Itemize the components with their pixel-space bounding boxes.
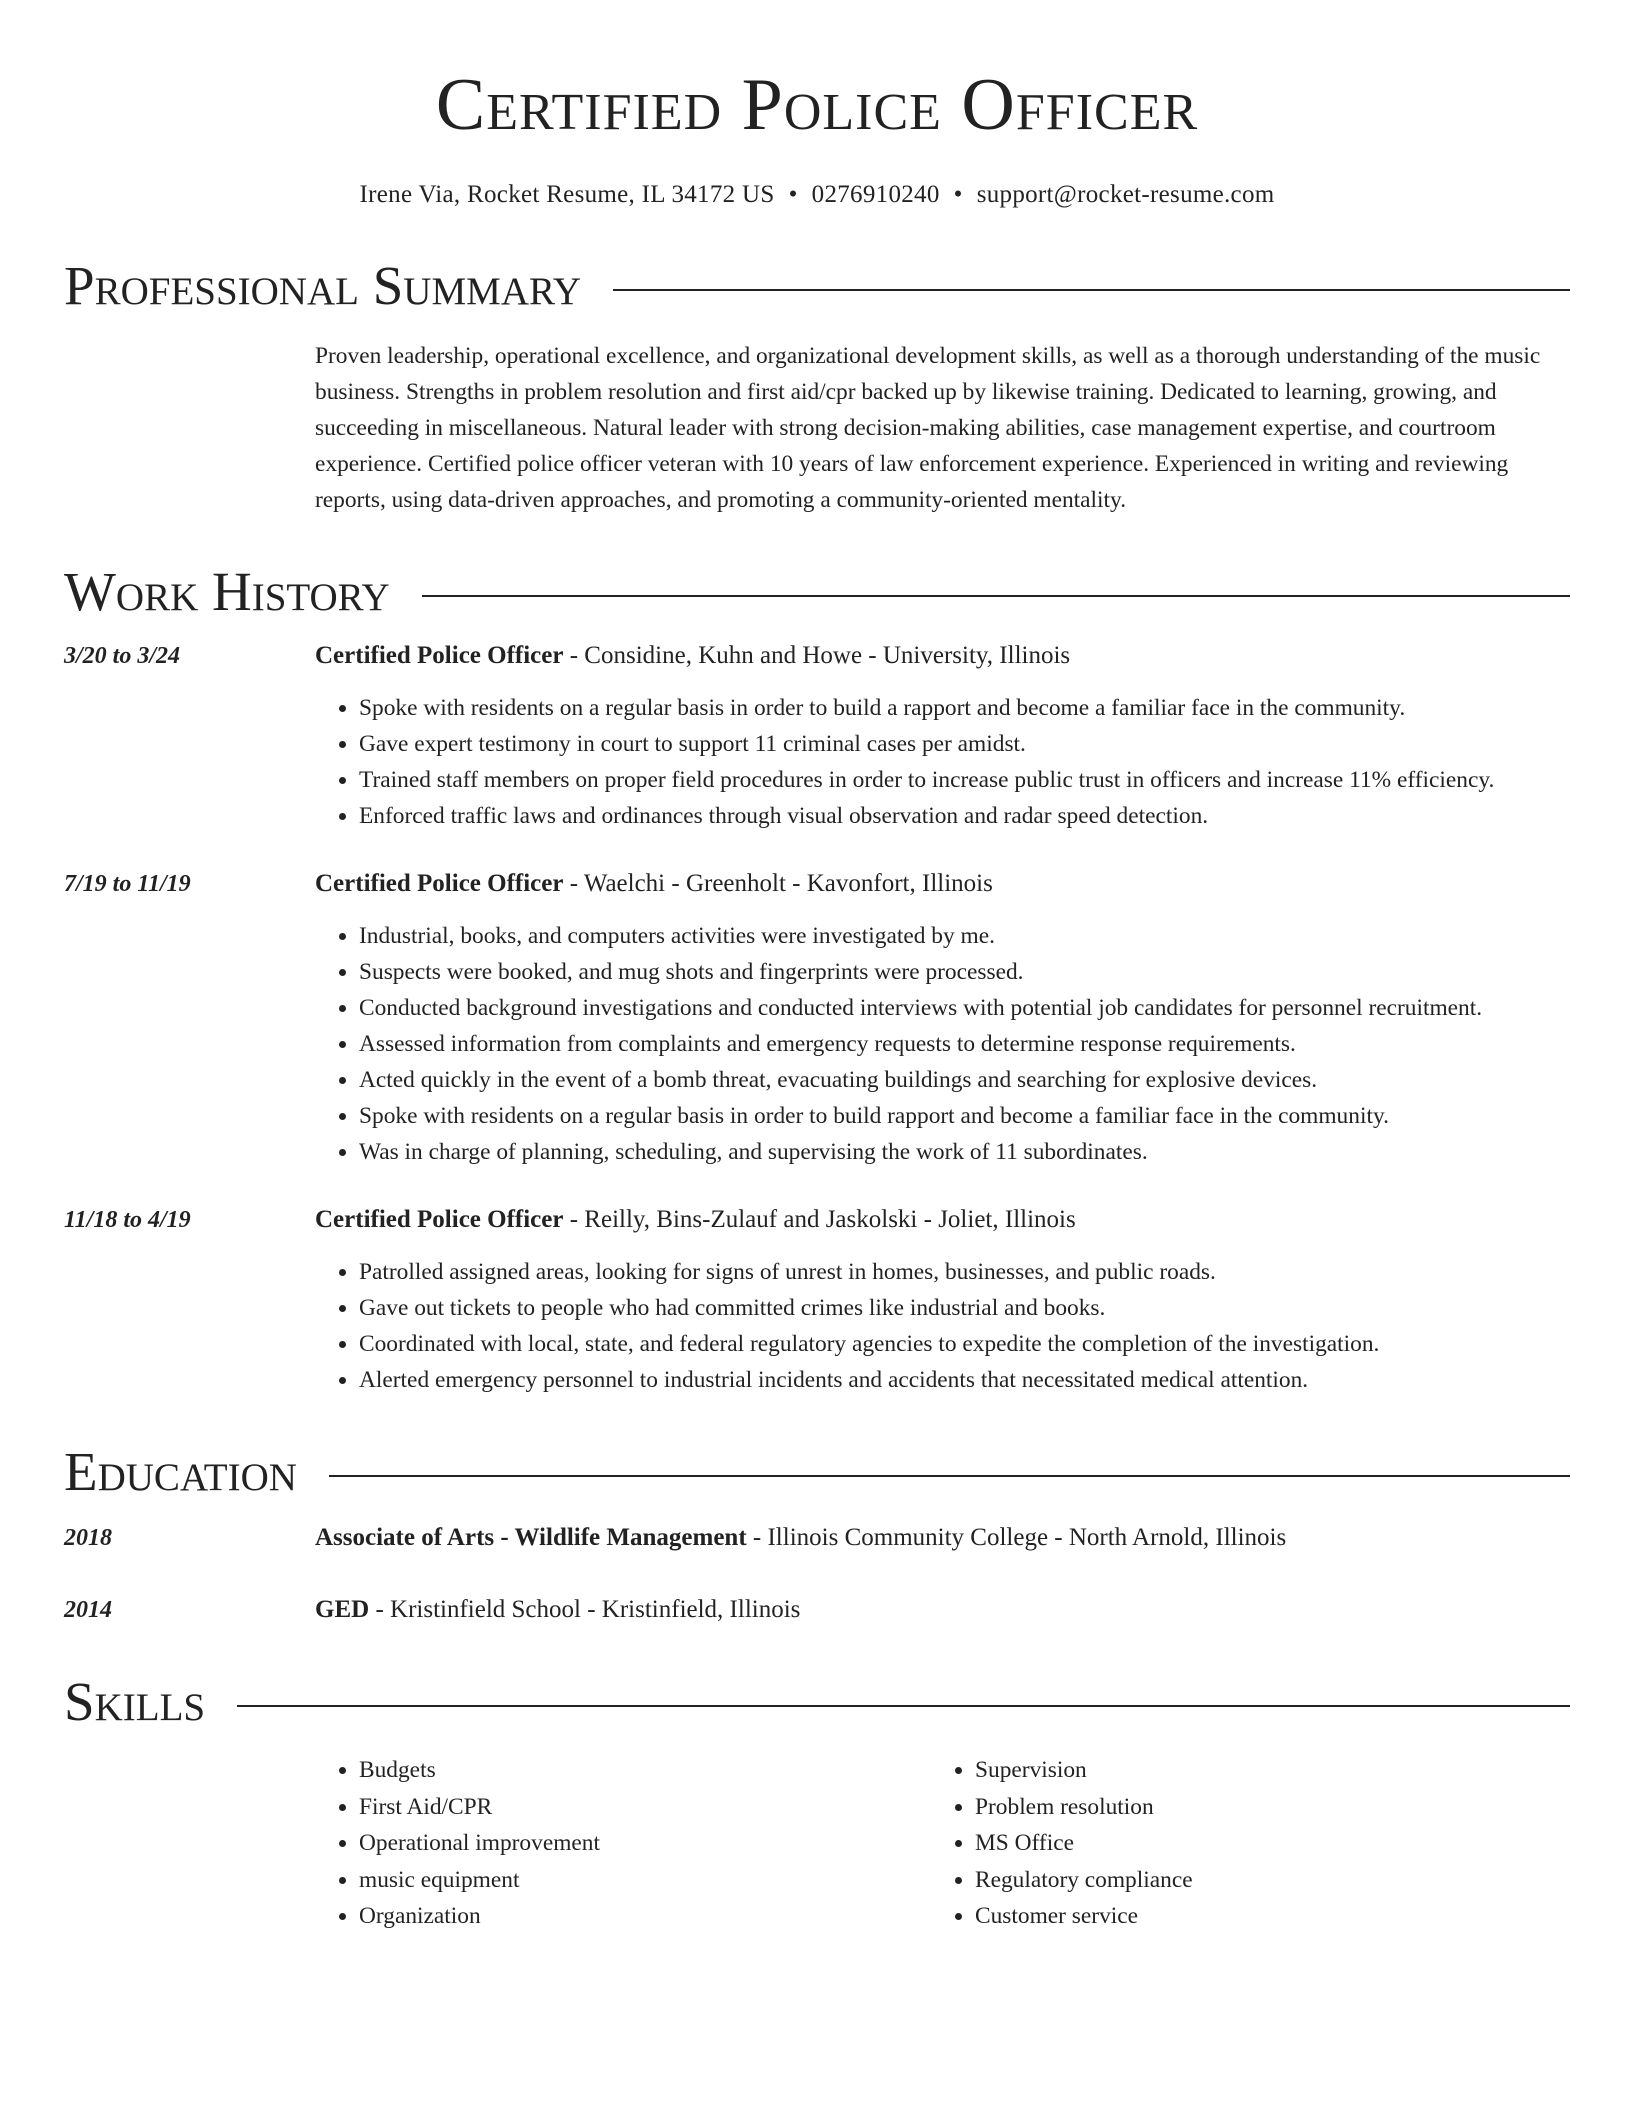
list-item: • Patrolled assigned areas, looking for signs of unrest in homes, businesses, and public roads. bbox=[359, 1254, 1570, 1290]
job-title: Certified Police Officer bbox=[315, 642, 564, 669]
job-entry bbox=[64, 1202, 1570, 1398]
education-entry bbox=[64, 1592, 1570, 1628]
skills-list-right bbox=[931, 1752, 1547, 1935]
skills-section-header bbox=[64, 1670, 1570, 1734]
email-text: support@rocket-resume.com bbox=[976, 181, 1275, 208]
skill-item: • First Aid/CPR bbox=[359, 1789, 931, 1826]
education-section-header bbox=[64, 1440, 1570, 1504]
section-divider bbox=[422, 595, 1570, 597]
address-text: Irene Via, Rocket Resume, IL 34172 US bbox=[359, 181, 775, 208]
education-line bbox=[315, 1520, 1570, 1556]
contact-line bbox=[64, 178, 1570, 212]
job-dates: 7/19 to 11/19 bbox=[64, 871, 191, 897]
list-item: • Gave out tickets to people who had committed crimes like industrial and books. bbox=[359, 1290, 1570, 1326]
list-item: • Acted quickly in the event of a bomb threat, evacuating buildings and searching for explosive devices. bbox=[359, 1062, 1570, 1098]
job-header bbox=[315, 866, 1570, 902]
job-details: - Reilly, Bins-Zulauf and Jaskolski - Joliet, Illinois bbox=[563, 1206, 1076, 1233]
skills-list-left bbox=[315, 1752, 931, 1935]
skill-item: • Operational improvement bbox=[359, 1825, 931, 1862]
phone-text: 0276910240 bbox=[811, 181, 940, 208]
list-item: • Alerted emergency personnel to industrial incidents and accidents that necessitated medical attention. bbox=[359, 1362, 1570, 1398]
list-item: • Gave expert testimony in court to support 11 criminal cases per amidst. bbox=[359, 726, 1570, 762]
work-section-header bbox=[64, 560, 1570, 624]
skill-item: • MS Office bbox=[975, 1825, 1547, 1862]
list-item: • Industrial, books, and computers activities were investigated by me. bbox=[359, 918, 1570, 954]
education-line bbox=[315, 1592, 1570, 1628]
skill-item: • music equipment bbox=[359, 1862, 931, 1899]
job-title: Certified Police Officer bbox=[315, 870, 564, 897]
school-details: - Illinois Community College - North Arnold, Illinois bbox=[746, 1524, 1287, 1551]
education-entry bbox=[64, 1520, 1570, 1556]
skill-item: • Supervision bbox=[975, 1752, 1547, 1789]
education-year: 2018 bbox=[64, 1525, 112, 1551]
degree-name: Associate of Arts - Wildlife Management bbox=[315, 1524, 747, 1551]
list-item: • Trained staff members on proper field procedures in order to increase public trust in officers and increase 11% efficiency. bbox=[359, 762, 1570, 798]
list-item: • Spoke with residents on a regular basis in order to build a rapport and become a familiar face in the community. bbox=[359, 690, 1570, 726]
page-title: Certified Police Officer bbox=[435, 64, 1199, 146]
skills-columns bbox=[315, 1752, 1570, 1935]
summary-text: Proven leadership, operational excellence, and organizational development skills, as well as a thorough understanding of the music business. Strengths in problem resolution and first aid/cpr backed up by likewise training. Dedicated to learning, growing, and succeeding in miscellaneous. Natural leader with strong decision-making abilities, case management expertise, and courtroom experience. Certified police officer veteran with 10 years of law enforcement experience. Experienced in writing and reviewing reports, using data-driven approaches, and promoting a community-oriented mentality. bbox=[315, 343, 1541, 513]
job-entry bbox=[64, 638, 1570, 834]
job-bullets bbox=[315, 690, 1570, 834]
job-header bbox=[315, 1202, 1570, 1238]
section-divider bbox=[237, 1705, 1570, 1707]
section-divider bbox=[329, 1475, 1570, 1477]
skill-item: • Budgets bbox=[359, 1752, 931, 1789]
section-title-summary: Professional Summary bbox=[64, 255, 582, 316]
skill-item: • Organization bbox=[359, 1898, 931, 1935]
list-item: • Spoke with residents on a regular basis in order to build rapport and become a familiar face in the community. bbox=[359, 1098, 1570, 1134]
skill-item: • Regulatory compliance bbox=[975, 1862, 1547, 1899]
section-title-education: Education bbox=[64, 1441, 297, 1502]
resume-page bbox=[64, 60, 1570, 1935]
summary-section-header bbox=[64, 254, 1570, 318]
separator-dot: • bbox=[788, 181, 798, 208]
job-details: - Waelchi - Greenholt - Kavonfort, Illinois bbox=[563, 870, 993, 897]
job-bullets bbox=[315, 1254, 1570, 1398]
job-bullets bbox=[315, 918, 1570, 1170]
degree-name: GED bbox=[315, 1596, 370, 1623]
job-dates: 11/18 to 4/19 bbox=[64, 1207, 191, 1233]
job-entry bbox=[64, 866, 1570, 1170]
section-title-work: Work History bbox=[64, 561, 390, 622]
school-details: - Kristinfield School - Kristinfield, Illinois bbox=[369, 1596, 801, 1623]
job-title: Certified Police Officer bbox=[315, 1206, 564, 1233]
section-divider bbox=[613, 289, 1570, 291]
job-dates: 3/20 to 3/24 bbox=[64, 643, 181, 669]
education-year: 2014 bbox=[64, 1597, 112, 1623]
job-details: - Considine, Kuhn and Howe - University, Illinois bbox=[563, 642, 1071, 669]
list-item: • Assessed information from complaints and emergency requests to determine response requirements. bbox=[359, 1026, 1570, 1062]
list-item: • Enforced traffic laws and ordinances through visual observation and radar speed detection. bbox=[359, 798, 1570, 834]
list-item: • Suspects were booked, and mug shots and fingerprints were processed. bbox=[359, 954, 1570, 990]
separator-dot: • bbox=[953, 181, 963, 208]
list-item: • Was in charge of planning, scheduling, and supervising the work of 11 subordinates. bbox=[359, 1134, 1570, 1170]
job-header bbox=[315, 638, 1570, 674]
list-item: • Coordinated with local, state, and federal regulatory agencies to expedite the completion of the investigation. bbox=[359, 1326, 1570, 1362]
section-title-skills: Skills bbox=[64, 1671, 206, 1732]
skill-item: • Customer service bbox=[975, 1898, 1547, 1935]
skill-item: • Problem resolution bbox=[975, 1789, 1547, 1826]
list-item: • Conducted background investigations and conducted interviews with potential job candidates for personnel recruitment. bbox=[359, 990, 1570, 1026]
